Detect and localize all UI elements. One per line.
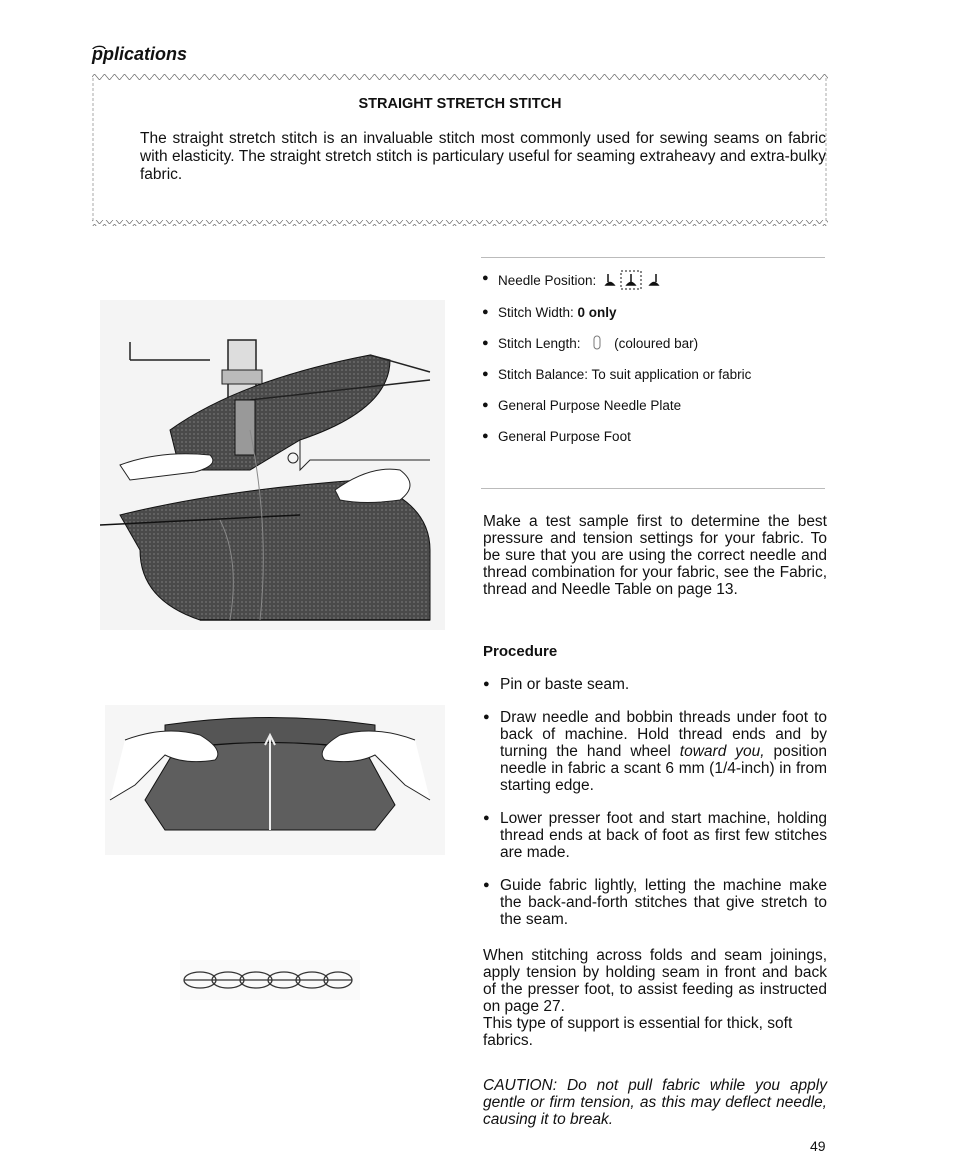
caution-paragraph bbox=[483, 1077, 827, 1128]
settings-list bbox=[482, 270, 822, 459]
intro-paragraph bbox=[483, 513, 827, 598]
stitch-sample-illustration bbox=[180, 960, 360, 1000]
stitch-length-item bbox=[482, 335, 822, 352]
tension-paragraph bbox=[483, 947, 827, 1049]
step-text: Draw needle and bobbin threads under foot to back of machine. Hold thread ends and by turning the hand wheel bbox=[500, 709, 827, 760]
stitch-length-label: Stitch Length: bbox=[498, 336, 581, 351]
caution-text: CAUTION: Do not pull fabric while you apply gentle or firm tension, as this may deflect needle, causing it to break. bbox=[483, 1077, 827, 1128]
intro-text: Make a test sample first to determine the best pressure and tension settings for your fabric. To be sure that you are using the correct needle and thread combination for your fabric, see the Fabric, thread and Needle Table on page 13. bbox=[483, 513, 827, 598]
page-number: 49 bbox=[810, 1138, 826, 1154]
procedure-step: ● Pin or baste seam. bbox=[483, 676, 827, 693]
seam-hands-illustration bbox=[105, 705, 445, 855]
tension-text: When stitching across folds and seam joinings, apply tension by holding seam in front and back of the presser foot, to assist feeding as instructed on page 27. bbox=[483, 947, 827, 1015]
section-header: ͡pplications bbox=[92, 44, 188, 64]
procedure-step bbox=[483, 709, 827, 794]
divider bbox=[481, 257, 825, 258]
step-text: position needle in fabric a scant 6 mm (1/4-inch) in from starting edge. bbox=[500, 743, 827, 794]
box-title: STRAIGHT STRETCH STITCH bbox=[358, 96, 562, 112]
stitch-length-note: (coloured bar) bbox=[614, 336, 699, 351]
needle-position-item bbox=[482, 270, 822, 290]
needle-plate-item: ● General Purpose Needle Plate bbox=[482, 397, 822, 414]
procedure-step: ● Lower presser foot and start machine, holding thread ends at back of foot as first few stitches are made. bbox=[483, 810, 827, 861]
presser-foot-item: ● General Purpose Foot bbox=[482, 428, 822, 445]
step-emphasis: toward you, bbox=[679, 743, 765, 760]
stitch-width-label: Stitch Width: bbox=[498, 305, 574, 320]
box-text: The straight stretch stitch is an invaluable stitch most commonly used for sewing seams on fabric with elasticity. The straight stretch stitch is particulary useful for seaming extraheavy and extra-bulky fabric. bbox=[140, 130, 826, 183]
stitch-width-item bbox=[482, 304, 822, 321]
stitch-balance-item: ● Stitch Balance: To suit application or fabric bbox=[482, 366, 758, 383]
stitch-width-value: 0 only bbox=[577, 305, 617, 320]
procedure-step: ● Guide fabric lightly, letting the machine make the back-and-forth stitches that give stretch to the seam. bbox=[483, 877, 827, 928]
needle-position-label: Needle Position: bbox=[498, 273, 597, 288]
sewing-machine-illustration bbox=[100, 300, 445, 630]
intro-box bbox=[92, 74, 828, 226]
coloured-bar-icon bbox=[588, 335, 606, 351]
procedure-list bbox=[483, 676, 827, 944]
procedure-title: Procedure bbox=[483, 643, 558, 660]
needle-position-icon bbox=[604, 270, 664, 290]
divider bbox=[481, 488, 825, 489]
support-text: This type of support is essential for thick, soft fabrics. bbox=[483, 1015, 793, 1049]
